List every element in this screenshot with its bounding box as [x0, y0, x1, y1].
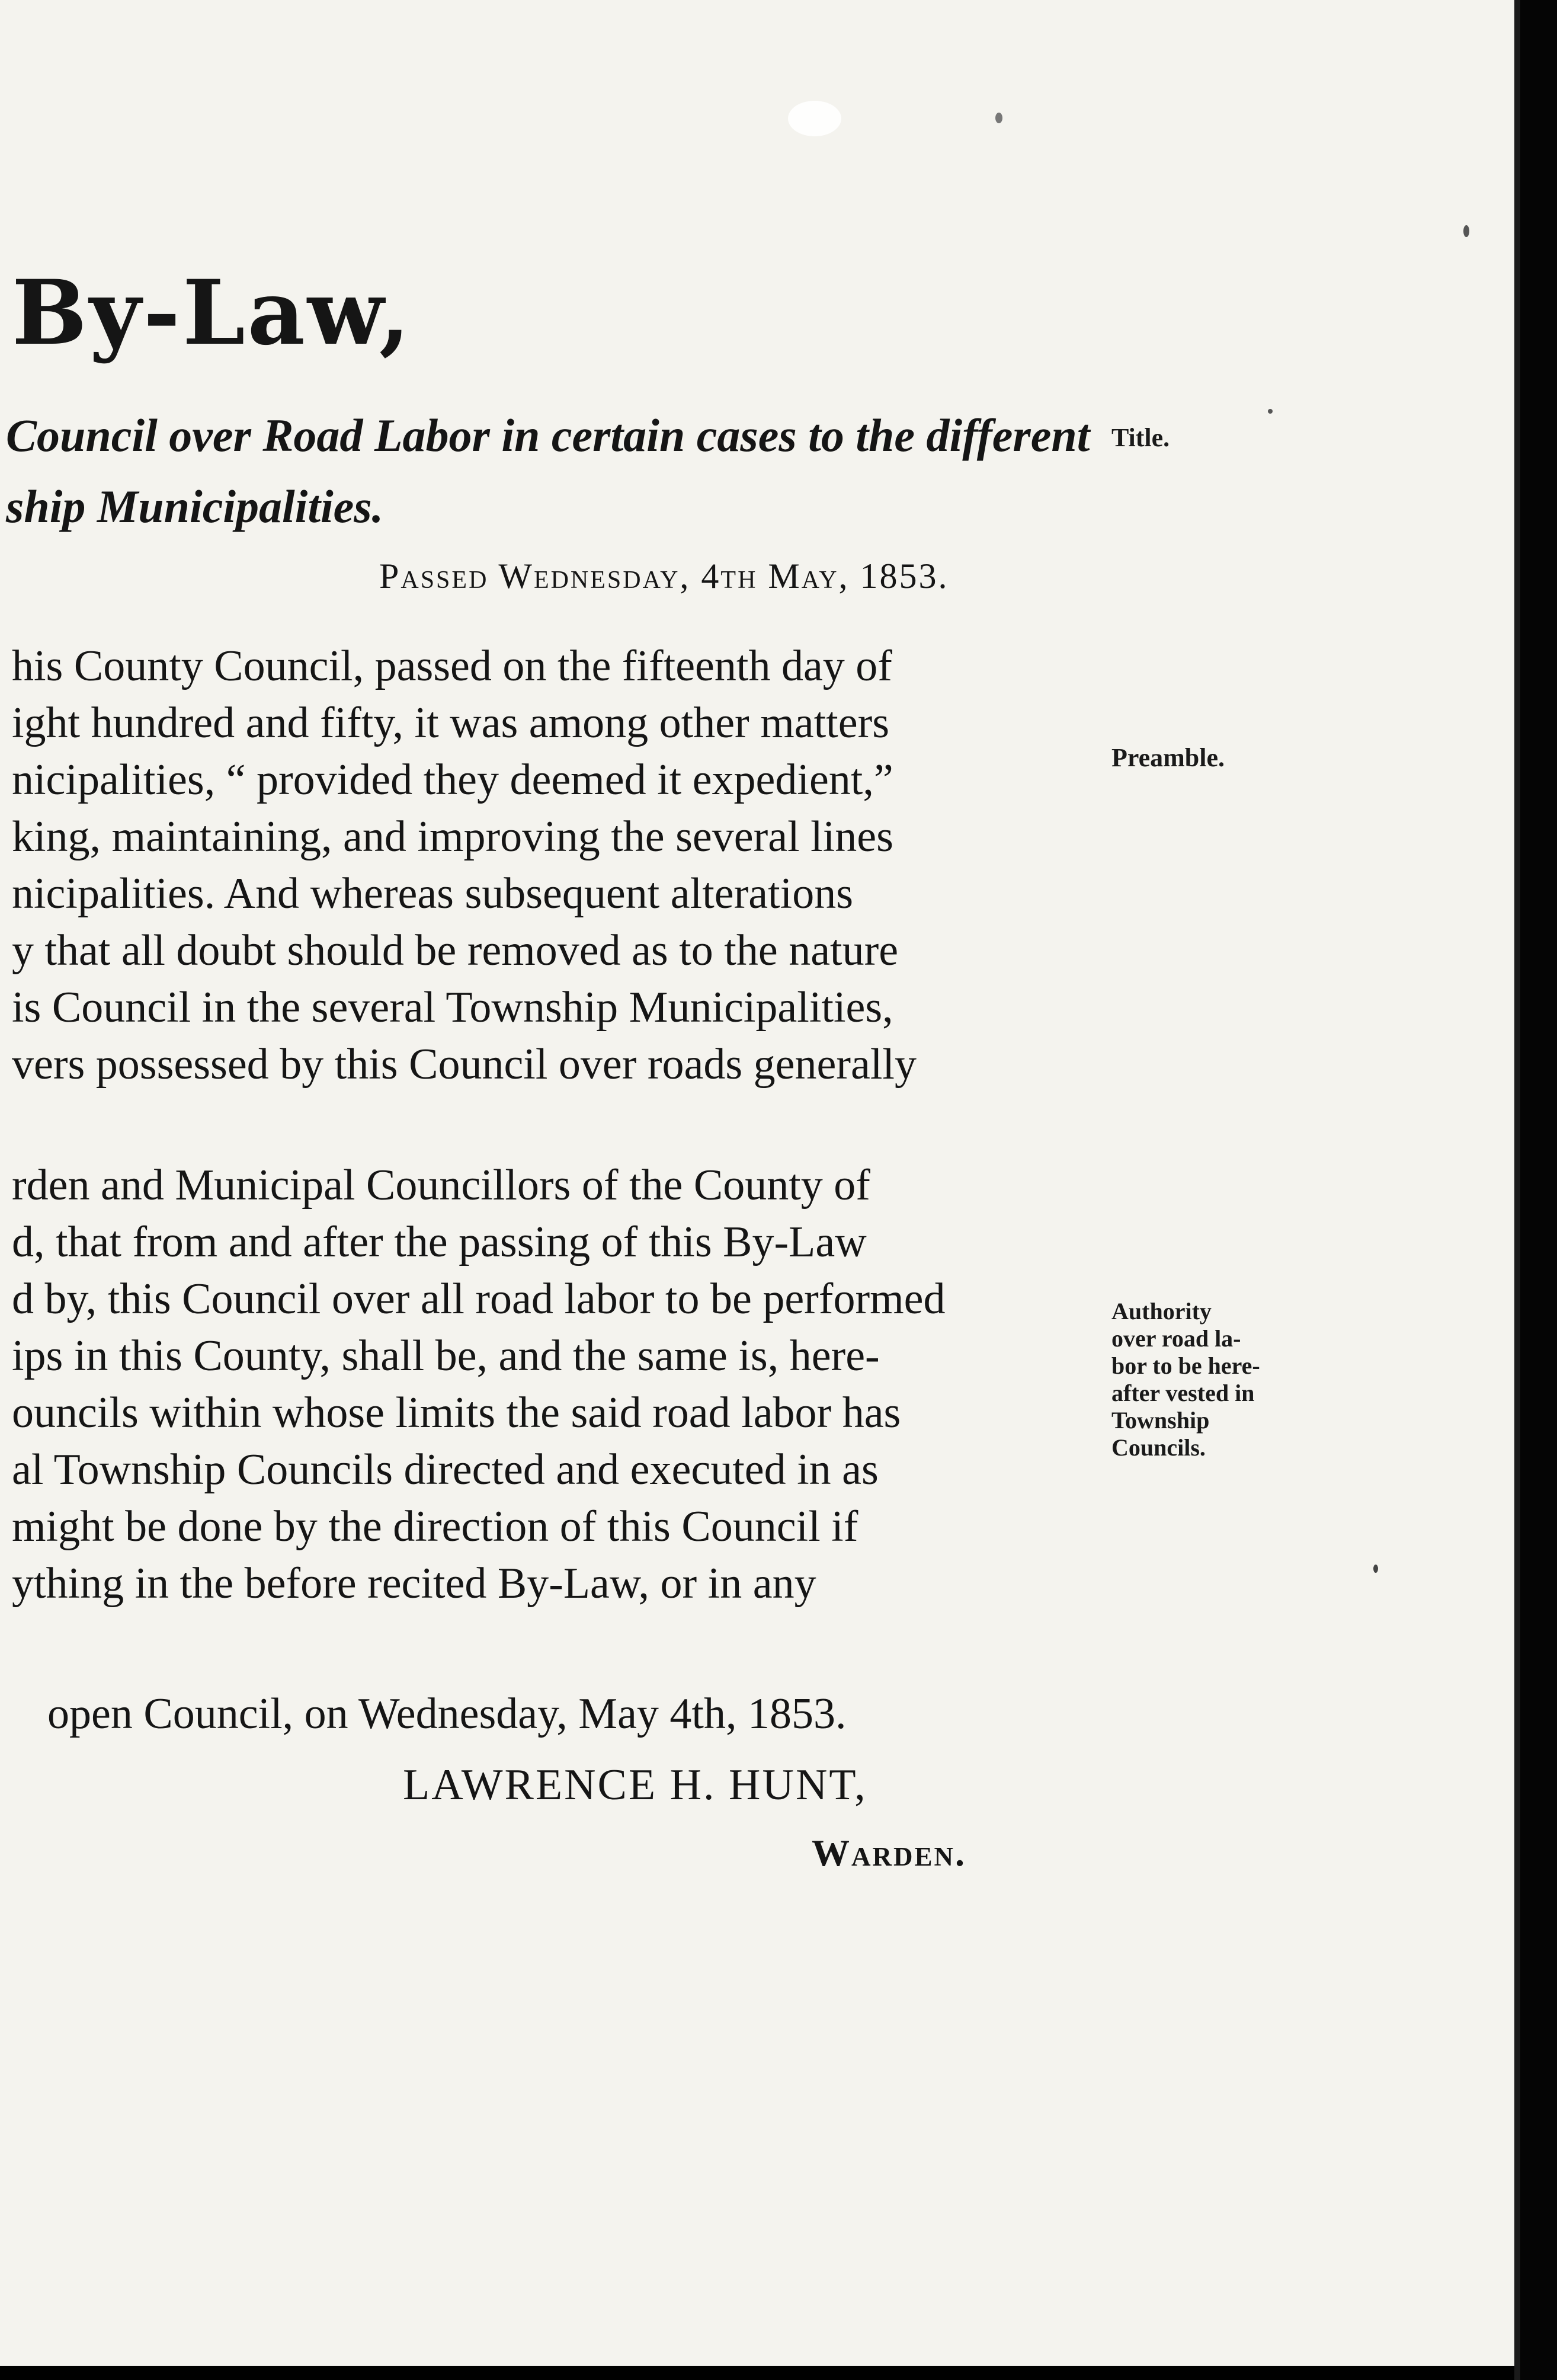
signature: LAWRENCE H. HUNT,: [403, 1761, 867, 1809]
subtitle-line-2: ship Municipalities.: [6, 481, 384, 532]
margin-note-authority-1: Authority: [1111, 1298, 1212, 1325]
margin-note-authority-2: over road la-: [1111, 1325, 1241, 1352]
preamble-line-2: ight hundred and fifty, it was among other matters: [12, 699, 890, 747]
preamble-line-6: y that all doubt should be removed as to the nature: [12, 926, 899, 975]
closing-line: open Council, on Wednesday, May 4th, 1853.: [47, 1690, 847, 1738]
enact-line-7: might be done by the direction of this Council if: [12, 1502, 858, 1551]
enact-line-5: ouncils within whose limits the said road labor has: [12, 1389, 901, 1437]
scan-border: [1520, 0, 1557, 2380]
subtitle-line-1: Council over Road Labor in certain cases to the different: [6, 410, 1090, 461]
ink-speck: [1463, 225, 1469, 237]
enact-line-3: d by, this Council over all road labor to be performed: [12, 1275, 946, 1323]
ink-speck: [1268, 409, 1273, 414]
margin-note-authority-5: Township: [1111, 1407, 1210, 1434]
preamble-line-3: nicipalities, “ provided they deemed it expedient,”: [12, 756, 893, 804]
preamble-line-1: his County Council, passed on the fifteenth day of: [12, 642, 892, 690]
preamble-line-7: is Council in the several Township Municipalities,: [12, 983, 893, 1032]
margin-note-title: Title.: [1111, 423, 1170, 452]
passed-date: Passed Wednesday, 4th May, 1853.: [379, 556, 949, 596]
enact-line-8: ything in the before recited By-Law, or in any: [12, 1559, 816, 1608]
warden-title: Warden.: [812, 1832, 967, 1874]
page-edge: [1514, 0, 1520, 2380]
enact-line-4: ips in this County, shall be, and the same is, here-: [12, 1332, 880, 1380]
margin-note-preamble: Preamble.: [1111, 743, 1225, 772]
preamble-line-5: nicipalities. And whereas subsequent alterations: [12, 869, 854, 918]
margin-note-authority-3: bor to be here-: [1111, 1352, 1260, 1379]
margin-note-authority-6: Councils.: [1111, 1434, 1206, 1461]
paper-blemish: [788, 101, 841, 136]
enact-line-6: al Township Councils directed and executed in as: [12, 1445, 879, 1494]
preamble-line-8: vers possessed by this Council over roads generally: [12, 1040, 917, 1089]
enact-line-2: d, that from and after the passing of this By-Law: [12, 1218, 867, 1266]
ink-speck: [995, 113, 1002, 123]
preamble-line-4: king, maintaining, and improving the several lines: [12, 812, 893, 861]
enact-line-1: rden and Municipal Councillors of the County of: [12, 1161, 870, 1210]
bylaw-title: By-Law,: [12, 261, 412, 365]
ink-speck: [1373, 1565, 1378, 1573]
margin-note-authority-4: after vested in: [1111, 1380, 1255, 1406]
